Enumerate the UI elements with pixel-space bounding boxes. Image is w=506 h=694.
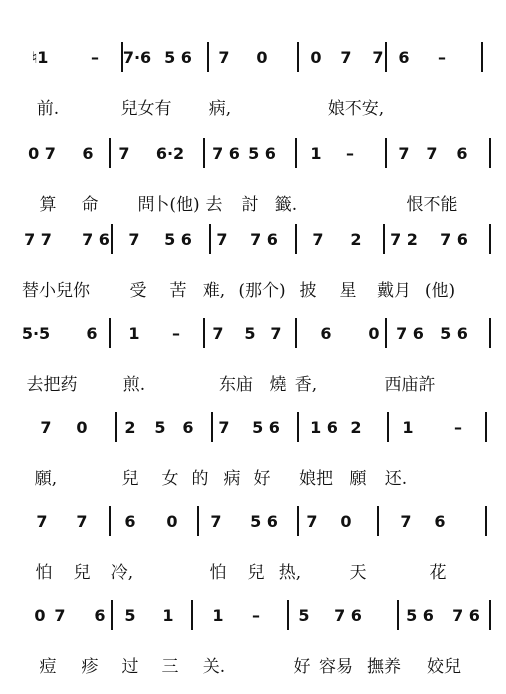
barline [207, 42, 209, 72]
barline [111, 224, 113, 254]
lyric-syllable: (他) [424, 281, 456, 301]
barline [489, 224, 491, 254]
lyric-syllable: 娘把 [299, 469, 333, 489]
note-token: 6 [434, 512, 446, 531]
lyric-row [0, 650, 506, 680]
lyric-syllable: 命 [81, 195, 99, 215]
notation-row [0, 222, 506, 262]
lyric-syllable: 受 [129, 281, 147, 301]
note-token: 7 [398, 144, 410, 163]
lyric-syllable: 好 [253, 469, 271, 489]
note-token: 5 6 [406, 606, 434, 625]
lyric-syllable: 疹 [81, 657, 99, 677]
barline [295, 318, 297, 348]
barline [297, 42, 299, 72]
barline [383, 224, 385, 254]
lyric-syllable: 前. [36, 99, 60, 119]
note-token: 1 [128, 324, 140, 343]
notation-row [0, 136, 506, 176]
barline [387, 412, 389, 442]
lyric-syllable: 好 [293, 657, 311, 677]
barline [385, 138, 387, 168]
note-token: 0 [368, 324, 380, 343]
note-token: 5 6 [252, 418, 280, 437]
barline [297, 412, 299, 442]
notation-row [0, 504, 506, 544]
note-token: 7 [210, 512, 222, 531]
barline [295, 138, 297, 168]
lyric-syllable: 痘 [39, 657, 57, 677]
lyric-syllable: 燒 [269, 375, 287, 395]
note-token: 6·2 [155, 144, 185, 163]
lyric-syllable: 兒女有 [120, 99, 172, 119]
lyric-syllable: 还. [384, 469, 408, 489]
barline [489, 138, 491, 168]
barline [377, 506, 379, 536]
note-token: 7 [212, 324, 224, 343]
lyric-syllable: 願, [34, 469, 58, 489]
note-token: 0 7 [28, 144, 56, 163]
score-system-5 [0, 410, 506, 506]
barline [109, 506, 111, 536]
lyric-syllable: 煎. [122, 375, 146, 395]
lyric-syllable: 东庙 [219, 375, 253, 395]
notation-row [0, 410, 506, 450]
lyric-syllable: 討 [241, 195, 259, 215]
lyric-syllable: 过 [121, 657, 139, 677]
note-token: 7 [218, 418, 230, 437]
barline [297, 506, 299, 536]
note-token: 7 6 [334, 606, 362, 625]
lyric-syllable: 冷, [110, 563, 134, 583]
note-token: 7 [270, 324, 282, 343]
note-token: 7 6 [250, 230, 278, 249]
note-token: 6 [182, 418, 194, 437]
lyric-syllable: 恨不能 [406, 195, 458, 215]
lyric-syllable: 去 [205, 195, 223, 215]
note-token: 7 7 [24, 230, 52, 249]
note-token: 6 [456, 144, 468, 163]
note-token: 7 [128, 230, 140, 249]
note-token: 5 [298, 606, 310, 625]
lyric-syllable: 娘不安, [327, 99, 385, 119]
lyric-syllable: 西庙許 [384, 375, 436, 395]
note-token: 7 [40, 418, 52, 437]
score-system-7 [0, 598, 506, 694]
note-token: 7 [372, 48, 384, 67]
notation-row [0, 40, 506, 80]
note-token: – [438, 48, 446, 67]
lyric-syllable: 三 [161, 657, 179, 677]
note-token: 7·6 [122, 48, 152, 67]
lyric-row [0, 556, 506, 586]
lyric-syllable: 戴月 [377, 281, 411, 301]
note-token: 5 6 [440, 324, 468, 343]
note-token: 7 [312, 230, 324, 249]
lyric-syllable: 算 [39, 195, 57, 215]
lyric-syllable: 姣兒 [427, 657, 461, 677]
note-token: 7 [36, 512, 48, 531]
barline [203, 318, 205, 348]
barline [385, 42, 387, 72]
lyric-syllable: 的 [191, 469, 209, 489]
barline [385, 318, 387, 348]
note-token: 7 [216, 230, 228, 249]
note-token: 2 [124, 418, 136, 437]
note-token: 1 [310, 144, 322, 163]
score-system-2 [0, 136, 506, 232]
lyric-syllable: 星 [339, 281, 357, 301]
notation-row [0, 598, 506, 638]
note-token: 1 [402, 418, 414, 437]
barline [485, 506, 487, 536]
note-token: 0 [76, 418, 88, 437]
note-token: ♮1 [31, 48, 49, 67]
note-token: 7 [426, 144, 438, 163]
lyric-syllable: 問 [137, 195, 155, 215]
barline [485, 412, 487, 442]
lyric-row [0, 188, 506, 218]
barline [203, 138, 205, 168]
barline [109, 138, 111, 168]
note-token: 5 [244, 324, 256, 343]
note-token: – [172, 324, 180, 343]
notation-row [0, 316, 506, 356]
lyric-syllable: 容易 [319, 657, 353, 677]
barline [295, 224, 297, 254]
lyric-syllable: 卜(他) [152, 195, 200, 215]
note-token: 7 [218, 48, 230, 67]
barline [489, 600, 491, 630]
lyric-syllable: 籤. [274, 195, 298, 215]
note-token: 7 6 [212, 144, 240, 163]
lyric-syllable: 兒 [121, 469, 139, 489]
lyric-syllable: 天 [349, 563, 367, 583]
barline [211, 412, 213, 442]
note-token: 7 [340, 48, 352, 67]
note-token: 0 [310, 48, 322, 67]
barline [111, 600, 113, 630]
barline [481, 42, 483, 72]
note-token: – [252, 606, 260, 625]
note-token: 7 [400, 512, 412, 531]
note-token: 0 [340, 512, 352, 531]
note-token: 5 6 [164, 230, 192, 249]
note-token: 7 6 [440, 230, 468, 249]
lyric-row [0, 92, 506, 122]
note-token: 6 [94, 606, 106, 625]
note-token: 7 [118, 144, 130, 163]
note-token: 6 [86, 324, 98, 343]
note-token: 6 [398, 48, 410, 67]
barline [489, 318, 491, 348]
lyric-syllable: 花 [429, 563, 447, 583]
lyric-syllable: 撫养 [367, 657, 401, 677]
barline [397, 600, 399, 630]
barline [197, 506, 199, 536]
note-token: 7 [54, 606, 66, 625]
lyric-syllable: 怕 [35, 563, 53, 583]
lyric-syllable: 病 [223, 469, 241, 489]
barline [191, 600, 193, 630]
note-token: 1 [162, 606, 174, 625]
note-token: 5 6 [248, 144, 276, 163]
lyric-syllable: (那个) [238, 281, 286, 301]
lyric-syllable: 怕 [209, 563, 227, 583]
lyric-syllable: 难, [202, 281, 226, 301]
lyric-syllable: 热, [278, 563, 302, 583]
note-token: 1 6 [310, 418, 338, 437]
score-system-6 [0, 504, 506, 600]
lyric-syllable: 兒 [73, 563, 91, 583]
note-token: 5 [124, 606, 136, 625]
note-token: 7 6 [82, 230, 110, 249]
note-token: 2 [350, 418, 362, 437]
note-token: 2 [350, 230, 362, 249]
note-token: 5·5 [21, 324, 51, 343]
note-token: 0 [166, 512, 178, 531]
note-token: 0 [256, 48, 268, 67]
lyric-row [0, 462, 506, 492]
note-token: 6 [320, 324, 332, 343]
score-system-1 [0, 40, 506, 136]
note-token: – [346, 144, 354, 163]
note-token: 0 [34, 606, 46, 625]
score-system-3 [0, 222, 506, 318]
score-system-4 [0, 316, 506, 412]
note-token: 7 [306, 512, 318, 531]
note-token: 7 6 [452, 606, 480, 625]
lyric-syllable: 病, [208, 99, 232, 119]
barline [109, 318, 111, 348]
note-token: 6 [124, 512, 136, 531]
lyric-syllable: 披 [299, 281, 317, 301]
note-token: 7 6 [396, 324, 424, 343]
note-token: – [91, 48, 99, 67]
lyric-syllable: 兒 [247, 563, 265, 583]
lyric-syllable: 願 [349, 469, 367, 489]
lyric-syllable: 去把药 [26, 375, 78, 395]
lyric-row [0, 274, 506, 304]
lyric-syllable: 女 [161, 469, 179, 489]
note-token: 7 [76, 512, 88, 531]
barline [115, 412, 117, 442]
note-token: 6 [82, 144, 94, 163]
note-token: 5 [154, 418, 166, 437]
lyric-syllable: 苦 [169, 281, 187, 301]
lyric-row [0, 368, 506, 398]
lyric-syllable: 替小兒你 [22, 281, 90, 301]
barline [287, 600, 289, 630]
lyric-syllable: 香, [294, 375, 318, 395]
barline [209, 224, 211, 254]
note-token: 1 [212, 606, 224, 625]
lyric-syllable: 关. [202, 657, 226, 677]
note-token: 5 6 [250, 512, 278, 531]
note-token: 7 2 [390, 230, 418, 249]
note-token: 5 6 [164, 48, 192, 67]
note-token: – [454, 418, 462, 437]
